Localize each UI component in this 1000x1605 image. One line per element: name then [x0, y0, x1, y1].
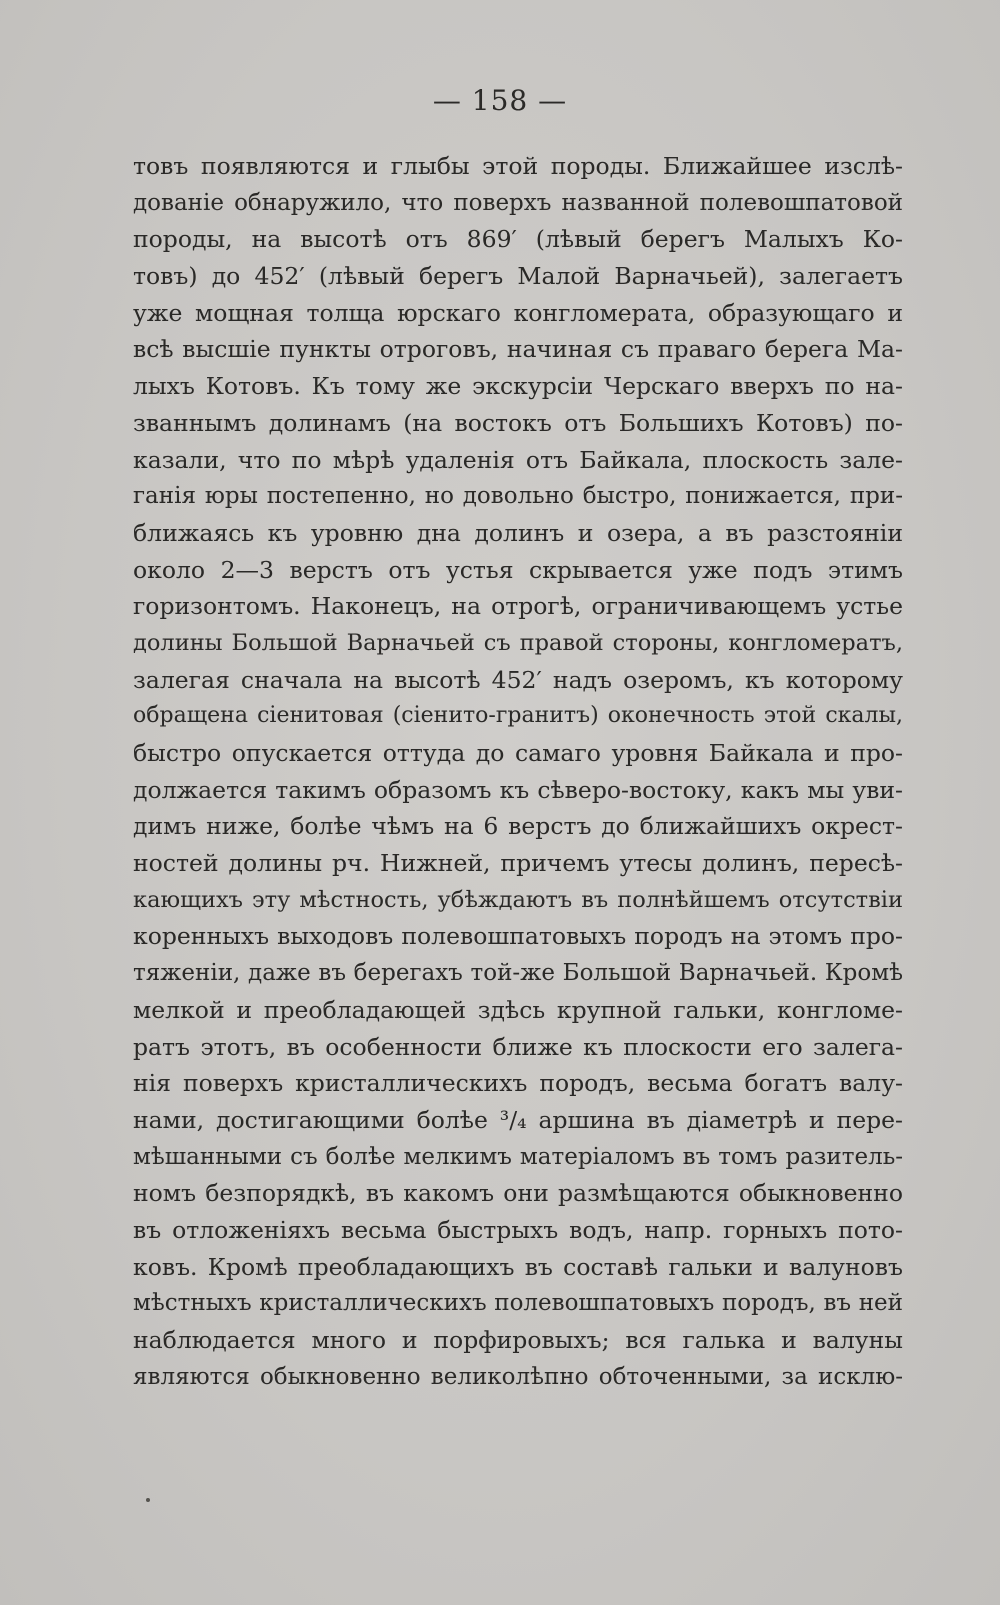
text-line-24: мелкой и преобладающей здѣсь крупной гальки, конгломе-: [133, 995, 903, 1024]
text-line-13: горизонтомъ. Наконецъ, на отрогѣ, ограничивающемъ устье: [133, 592, 903, 621]
text-line-20: ностей долины рч. Нижней, причемъ утесы долинъ, пересѣ-: [133, 849, 903, 878]
text-line-27: нами, достигающими болѣе ³/₄ аршина въ діаметрѣ и пере-: [133, 1105, 903, 1134]
text-line-17: быстро опускается оттуда до самаго уровня Байкала и про-: [133, 739, 903, 767]
text-line-16: обращена сіенитовая (сіенито-гранитъ) оконечность этой скалы,: [133, 703, 903, 729]
page-number: — 158 —: [432, 84, 568, 117]
body-text: [133, 148, 903, 1395]
text-line-2: дованіе обнаружило, что поверхъ названной полевошпатовой: [133, 189, 903, 216]
text-line-30: въ отложеніяхъ весьма быстрыхъ водъ, напр. горныхъ пото-: [133, 1215, 903, 1244]
text-line-18: должается такимъ образомъ къ сѣверо-востоку, какъ мы уви-: [133, 775, 903, 804]
text-line-25: ратъ этотъ, въ особенности ближе къ плоскости его залега-: [133, 1032, 903, 1061]
text-line-33: наблюдается много и порфировыхъ; вся галька и валуны: [133, 1326, 903, 1354]
text-line-1: товъ появляются и глыбы этой породы. Ближайшее изслѣ-: [133, 152, 903, 180]
text-line-15: залегая сначала на высотѣ 452′ надъ озеромъ, къ которому: [133, 665, 903, 694]
text-line-9: казали, что по мѣрѣ удаленія отъ Байкала, плоскость зале-: [133, 445, 903, 474]
paper-speck: [146, 1498, 150, 1502]
text-line-6: всѣ высшіе пункты отроговъ, начиная съ праваго берега Ма-: [133, 335, 903, 364]
text-line-10: ганія юры постепенно, но довольно быстро, понижается, при-: [133, 483, 903, 510]
text-line-32: мѣстныхъ кристаллическихъ полевошпатовыхъ породъ, въ ней: [133, 1290, 903, 1317]
text-line-8: званнымъ долинамъ (на востокъ отъ Большихъ Котовъ) по-: [133, 408, 903, 437]
text-line-7: лыхъ Котовъ. Къ тому же экскурсіи Черскаго вверхъ по на-: [133, 372, 903, 401]
text-line-34: являются обыкновенно великолѣпно обточенными, за исклю-: [133, 1363, 903, 1390]
text-line-5: уже мощная толща юрскаго конгломерата, образующаго и: [133, 298, 903, 327]
text-line-28: мѣшанными съ болѣе мелкимъ матеріаломъ въ томъ разитель-: [133, 1143, 903, 1170]
text-line-23: тяженіи, даже въ берегахъ той-же Большой Варначьей. Кромѣ: [133, 960, 903, 987]
text-line-26: нія поверхъ кристаллическихъ породъ, весьма богатъ валу-: [133, 1069, 903, 1098]
text-line-19: димъ ниже, болѣе чѣмъ на 6 верстъ до ближайшихъ окрест-: [133, 812, 903, 841]
text-line-3: породы, на высотѣ отъ 869′ (лѣвый берегъ Малыхъ Ко-: [133, 225, 903, 254]
text-line-12: около 2—3 верстъ отъ устья скрывается уже подъ этимъ: [133, 555, 903, 584]
text-line-11: ближаясь къ уровню дна долинъ и озера, а въ разстояніи: [133, 518, 903, 547]
text-line-21: кающихъ эту мѣстность, убѣждаютъ въ полнѣйшемъ отсутствіи: [133, 886, 903, 913]
text-line-4: товъ) до 452′ (лѣвый берегъ Малой Варначьей), залегаетъ: [133, 262, 903, 291]
text-line-29: номъ безпорядкѣ, въ какомъ они размѣщаются обыкновенно: [133, 1179, 903, 1208]
text-line-31: ковъ. Кромѣ преобладающихъ въ составѣ гальки и валуновъ: [133, 1252, 903, 1281]
text-line-14: долины Большой Варначьей съ правой стороны, конгломератъ,: [133, 629, 903, 656]
text-line-22: коренныхъ выходовъ полевошпатовыхъ породъ на этомъ про-: [133, 922, 903, 951]
